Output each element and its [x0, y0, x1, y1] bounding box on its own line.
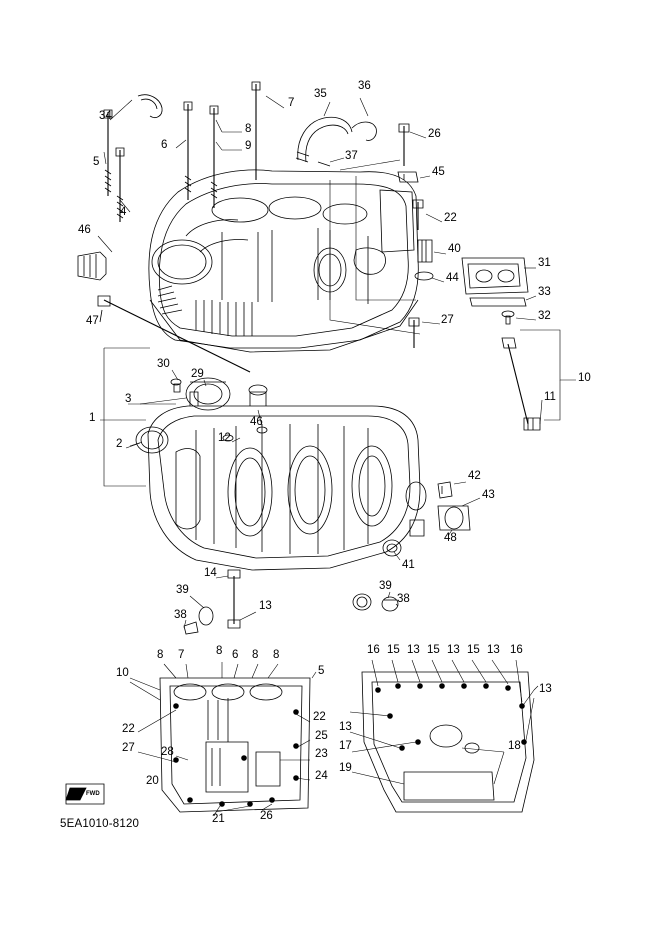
- callout-38-b: 38: [397, 593, 410, 605]
- callout-16-b: 16: [510, 644, 523, 656]
- callout-42: 42: [468, 470, 481, 482]
- callout-48: 48: [444, 532, 457, 544]
- callout-15-c: 15: [467, 644, 480, 656]
- callout-25: 25: [315, 730, 328, 742]
- callout-29: 29: [191, 368, 204, 380]
- callout-18: 18: [508, 740, 521, 752]
- callout-38-a: 38: [174, 609, 187, 621]
- callout-6-b: 6: [232, 649, 239, 661]
- callout-8-b: 8: [157, 649, 164, 661]
- callout-12: 12: [218, 432, 231, 444]
- callout-14: 14: [204, 567, 217, 579]
- callout-27-a: 27: [441, 314, 454, 326]
- callout-30: 30: [157, 358, 170, 370]
- callout-39-a: 39: [176, 584, 189, 596]
- callout-22-a: 22: [444, 212, 457, 224]
- callout-26: 26: [428, 128, 441, 140]
- callout-13-c: 13: [447, 644, 460, 656]
- callout-47: 47: [86, 315, 99, 327]
- callout-9: 9: [245, 140, 252, 152]
- callout-1: 1: [89, 412, 96, 424]
- callout-8-d: 8: [252, 649, 259, 661]
- callout-13-b: 13: [407, 644, 420, 656]
- callout-40: 40: [448, 243, 461, 255]
- callout-33: 33: [538, 286, 551, 298]
- callout-15-b: 15: [427, 644, 440, 656]
- callout-8-e: 8: [273, 649, 280, 661]
- callout-8-c: 8: [216, 645, 223, 657]
- callout-41: 41: [402, 559, 415, 571]
- callout-17: 17: [339, 740, 352, 752]
- callout-3: 3: [125, 393, 132, 405]
- callout-24: 24: [315, 770, 328, 782]
- callout-19: 19: [339, 762, 352, 774]
- callout-5-b: 5: [318, 665, 325, 677]
- callout-39-b: 39: [379, 580, 392, 592]
- callout-7: 7: [288, 97, 295, 109]
- callout-13-e: 13: [539, 683, 552, 695]
- callout-26-b: 26: [260, 810, 273, 822]
- callout-36: 36: [358, 80, 371, 92]
- callout-15-a: 15: [387, 644, 400, 656]
- callout-7-b: 7: [178, 649, 185, 661]
- callout-32: 32: [538, 310, 551, 322]
- callout-16-a: 16: [367, 644, 380, 656]
- callout-45: 45: [432, 166, 445, 178]
- callout-2: 2: [116, 438, 123, 450]
- callout-10-b: 10: [116, 667, 129, 679]
- callout-37: 37: [345, 150, 358, 162]
- callout-6-a: 6: [161, 139, 168, 151]
- callout-23: 23: [315, 748, 328, 760]
- callout-46-b: 46: [250, 416, 263, 428]
- part-code: 5EA1010-8120: [60, 818, 140, 830]
- callout-31: 31: [538, 257, 551, 269]
- callout-10-a: 10: [578, 372, 591, 384]
- callout-13-d: 13: [487, 644, 500, 656]
- callout-5-a: 5: [93, 156, 100, 168]
- callout-46-a: 46: [78, 224, 91, 236]
- callout-27-b: 27: [122, 742, 135, 754]
- callout-22-b: 22: [122, 723, 135, 735]
- callout-13-a: 13: [259, 600, 272, 612]
- callout-35: 35: [314, 88, 327, 100]
- callout-20: 20: [146, 775, 159, 787]
- callout-11: 11: [544, 391, 556, 403]
- callout-43: 43: [482, 489, 495, 501]
- callout-44: 44: [446, 272, 459, 284]
- callout-22-c: 22: [313, 711, 326, 723]
- fwd-arrow-label: FWD: [86, 791, 100, 797]
- callout-28: 28: [161, 746, 174, 758]
- callout-8-a: 8: [245, 123, 252, 135]
- callout-4: 4: [120, 206, 127, 218]
- callout-34: 34: [99, 110, 112, 122]
- callout-13-f: 13: [339, 721, 352, 733]
- callout-21: 21: [212, 813, 225, 825]
